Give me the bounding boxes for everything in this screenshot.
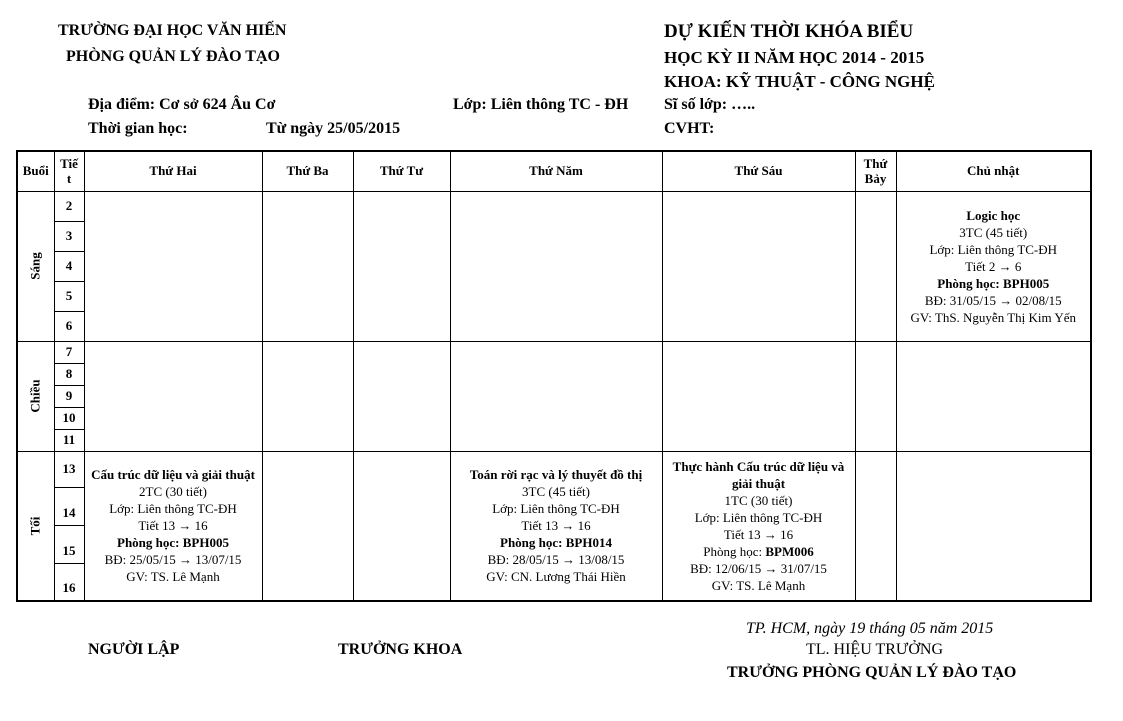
cell-thu-afternoon <box>450 341 662 451</box>
period-cell: 9 <box>54 385 84 407</box>
course-periods: Tiết 2 → 6 <box>965 258 1022 274</box>
time-label: Thời gian học: <box>88 120 188 137</box>
course-periods: Tiết 13 → 16 <box>521 518 591 534</box>
period-cell: 14 <box>54 487 84 525</box>
course-dates: BĐ: 28/05/15 → 13/08/15 <box>487 552 625 568</box>
creator-signature-label: NGƯỜI LẬP <box>88 641 180 658</box>
session-label: Sáng <box>27 252 43 280</box>
course-room-label: Phòng học: <box>703 543 766 559</box>
cell-tue-evening <box>262 451 353 601</box>
cell-tue-afternoon <box>262 341 353 451</box>
course-title: Cấu trúc dữ liệu và giải thuật <box>91 467 255 483</box>
course-lecturer: GV: TS. Lê Mạnh <box>126 569 220 585</box>
session-label: Tối <box>27 516 43 536</box>
advisor: CVHT: <box>664 120 715 137</box>
session-morning <box>17 191 54 341</box>
course-title: Thực hành Cấu trúc dữ liệu và giải thuật <box>672 458 845 491</box>
semester: HỌC KỲ II NĂM HỌC 2014 - 2015 <box>664 48 925 67</box>
header-sunday: Chủ nhật <box>896 151 1091 191</box>
cell-mon-afternoon <box>84 341 262 451</box>
course-periods: Tiết 13 → 16 <box>723 526 794 542</box>
course-room: Phòng học: BPH014 <box>500 535 612 551</box>
cell-fri-morning <box>662 191 855 341</box>
cell-sat-morning <box>855 191 896 341</box>
period-cell: 3 <box>54 221 84 251</box>
start-date: Từ ngày 25/05/2015 <box>266 120 401 137</box>
location: Địa điểm: Cơ sở 624 Âu Cơ <box>88 96 276 113</box>
session-afternoon <box>17 341 54 451</box>
class-name: Lớp: Liên thông TC - ĐH <box>453 96 629 113</box>
course-title: Logic học <box>966 207 1021 223</box>
class-size: Sĩ số lớp: ….. <box>664 96 756 113</box>
header-thursday: Thứ Năm <box>450 151 662 191</box>
cell-sat-afternoon <box>855 341 896 451</box>
header-period: Tiế t <box>54 151 84 191</box>
period-cell: 2 <box>54 191 84 221</box>
cell-sun-afternoon <box>896 341 1091 451</box>
header-friday: Thứ Sáu <box>662 151 855 191</box>
course-dates: BĐ: 12/06/15 → 31/07/15 <box>690 560 827 576</box>
on-behalf-label: TL. HIỆU TRƯỞNG <box>806 641 943 658</box>
period-cell: 5 <box>54 281 84 311</box>
course-title: Toán rời rạc và lý thuyết đồ thị <box>469 467 643 483</box>
cell-tue-morning <box>262 191 353 341</box>
header-tuesday: Thứ Ba <box>262 151 353 191</box>
header-monday: Thứ Hai <box>84 151 262 191</box>
period-cell: 11 <box>54 429 84 451</box>
course-room: Phòng học: BPH005 <box>937 275 1050 291</box>
course-class: Lớp: Liên thông TC-ĐH <box>109 501 237 517</box>
course-room <box>663 543 855 560</box>
cell-thu-morning <box>450 191 662 341</box>
course-credits: 3TC (45 tiết) <box>522 484 590 500</box>
period-cell: 8 <box>54 363 84 385</box>
period-cell: 16 <box>54 563 84 601</box>
header-wednesday: Thứ Tư <box>353 151 450 191</box>
course-dates: BĐ: 25/05/15 → 13/07/15 <box>104 552 242 568</box>
period-cell: 6 <box>54 311 84 341</box>
course-lecturer: GV: TS. Lê Mạnh <box>711 577 806 593</box>
document-title: DỰ KIẾN THỜI KHÓA BIỂU <box>664 21 914 42</box>
period-cell: 15 <box>54 525 84 563</box>
session-label: Chiều <box>27 379 43 413</box>
course-class: Lớp: Liên thông TC-ĐH <box>929 241 1058 257</box>
course-ctdl <box>84 451 262 601</box>
course-class: Lớp: Liên thông TC-ĐH <box>694 509 823 525</box>
cell-mon-morning <box>84 191 262 341</box>
course-credits: 1TC (30 tiết) <box>724 492 793 508</box>
dean-signature-label: TRƯỞNG KHOA <box>338 641 463 658</box>
course-periods: Tiết 13 → 16 <box>138 518 208 534</box>
university-name: TRƯỜNG ĐẠI HỌC VĂN HIẾN <box>58 22 287 39</box>
header-saturday: Thứ Bảy <box>855 151 896 191</box>
course-dates: BĐ: 31/05/15 → 02/08/15 <box>924 292 1062 308</box>
period-cell: 7 <box>54 341 84 363</box>
header-session: Buổi <box>17 151 54 191</box>
cell-sun-evening <box>896 451 1091 601</box>
cell-wed-afternoon <box>353 341 450 451</box>
place-date: TP. HCM, ngày 19 tháng 05 năm 2015 <box>746 620 994 637</box>
period-cell: 4 <box>54 251 84 281</box>
course-credits: 3TC (45 tiết) <box>959 224 1028 240</box>
course-room-code: BPM006 <box>765 543 814 559</box>
course-lecturer: GV: ThS. Nguyễn Thị Kim Yến <box>910 309 1077 325</box>
cell-wed-morning <box>353 191 450 341</box>
period-cell: 13 <box>54 451 84 487</box>
course-room: Phòng học: BPH005 <box>117 535 229 551</box>
course-credits: 2TC (30 tiết) <box>139 484 207 500</box>
office-head-signature-label: TRƯỞNG PHÒNG QUẢN LÝ ĐÀO TẠO <box>727 664 1017 681</box>
faculty: KHOA: KỸ THUẬT - CÔNG NGHỆ <box>664 72 935 91</box>
course-thctdl <box>662 451 855 601</box>
office-name: PHÒNG QUẢN LÝ ĐÀO TẠO <box>66 48 280 65</box>
course-lecturer: GV: CN. Lương Thái Hiền <box>486 569 626 585</box>
course-trr <box>450 451 662 601</box>
cell-wed-evening <box>353 451 450 601</box>
timetable <box>16 150 1092 602</box>
cell-fri-afternoon <box>662 341 855 451</box>
session-evening <box>17 451 54 601</box>
period-cell: 10 <box>54 407 84 429</box>
course-class: Lớp: Liên thông TC-ĐH <box>492 501 620 517</box>
course-logic <box>896 191 1091 341</box>
cell-sat-evening <box>855 451 896 601</box>
